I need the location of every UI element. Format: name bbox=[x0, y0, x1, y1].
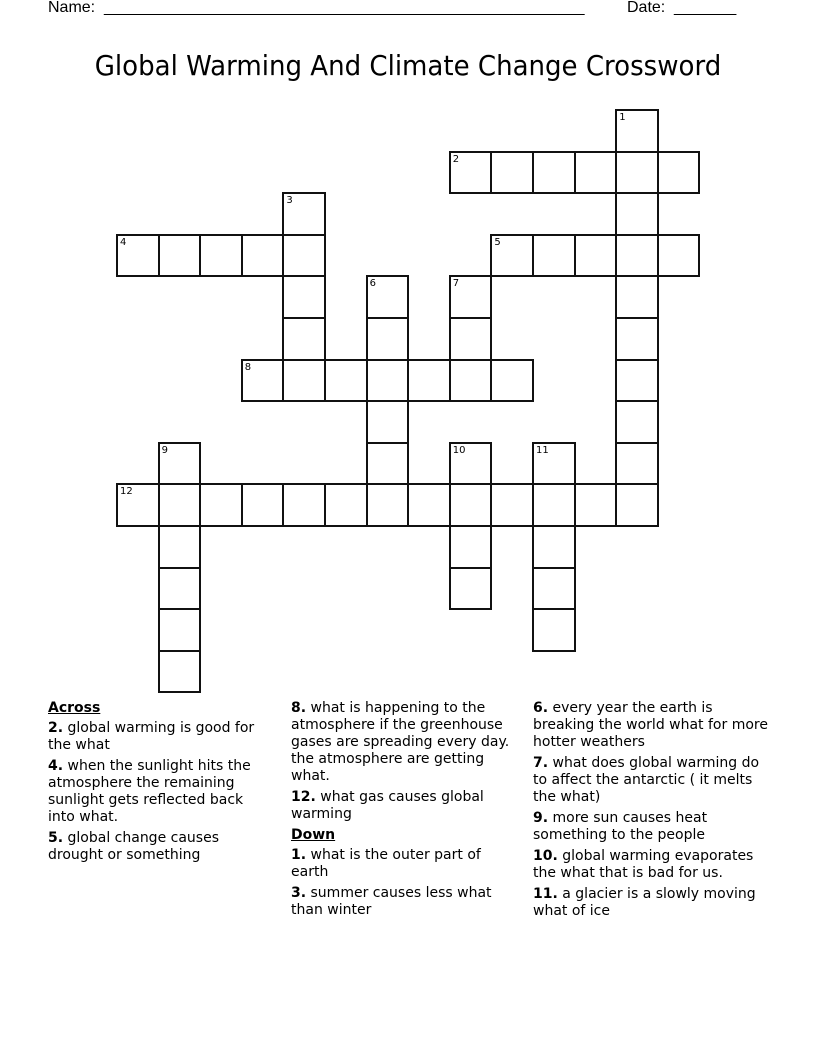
grid-cell[interactable] bbox=[532, 525, 576, 569]
grid-cell[interactable] bbox=[490, 234, 534, 278]
grid-cell[interactable] bbox=[532, 567, 576, 611]
name-field[interactable]: ______________________________________________________ bbox=[104, 0, 585, 16]
grid-cell[interactable] bbox=[366, 275, 410, 319]
grid-cell[interactable] bbox=[199, 483, 243, 527]
date-field[interactable]: _______ bbox=[674, 0, 737, 16]
grid-cell[interactable] bbox=[532, 483, 576, 527]
grid-cell[interactable] bbox=[615, 483, 659, 527]
grid-cell[interactable] bbox=[324, 359, 368, 403]
page-title: Global Warming And Climate Change Crossword bbox=[94, 49, 722, 82]
grid-cell[interactable] bbox=[407, 359, 451, 403]
clue-number: 10 bbox=[452, 444, 466, 456]
clue-across-5: 5. global change causes drought or something bbox=[48, 830, 219, 863]
grid-cell[interactable] bbox=[490, 359, 534, 403]
grid-cell[interactable] bbox=[282, 359, 326, 403]
clue-number: 2 bbox=[452, 153, 460, 165]
grid-cell[interactable] bbox=[615, 109, 659, 153]
grid-cell[interactable] bbox=[158, 483, 202, 527]
grid-cell[interactable] bbox=[490, 483, 534, 527]
grid-cell[interactable] bbox=[615, 151, 659, 195]
grid-cell[interactable] bbox=[366, 483, 410, 527]
clue-number: 8 bbox=[244, 361, 252, 373]
grid-cell[interactable] bbox=[158, 234, 202, 278]
grid-cell[interactable] bbox=[532, 608, 576, 652]
grid-cell[interactable] bbox=[282, 483, 326, 527]
grid-cell[interactable] bbox=[490, 151, 534, 195]
grid-cell[interactable] bbox=[574, 151, 618, 195]
grid-cell[interactable] bbox=[615, 359, 659, 403]
grid-cell[interactable] bbox=[449, 567, 493, 611]
grid-cell[interactable] bbox=[574, 483, 618, 527]
grid-cell[interactable] bbox=[282, 234, 326, 278]
grid-cell[interactable] bbox=[615, 275, 659, 319]
grid-cell[interactable] bbox=[449, 317, 493, 361]
clues-column-3 bbox=[533, 700, 773, 924]
clue-down-11: 11. a glacier is a slowly moving what of ice bbox=[533, 886, 756, 919]
clue-number: 3 bbox=[286, 195, 293, 207]
grid-cell[interactable] bbox=[158, 567, 202, 611]
clue-down-3: 3. summer causes less what than winter bbox=[291, 885, 492, 918]
crossword-grid bbox=[117, 110, 702, 695]
grid-cell[interactable] bbox=[241, 234, 285, 278]
grid-cell[interactable] bbox=[574, 234, 618, 278]
grid-cell[interactable] bbox=[449, 442, 493, 486]
clue-number: 9 bbox=[161, 444, 168, 456]
clue-down-10: 10. global warming evaporates the what that is bad for us. bbox=[533, 848, 754, 881]
grid-cell[interactable] bbox=[449, 483, 493, 527]
grid-cell[interactable] bbox=[532, 151, 576, 195]
grid-cell[interactable] bbox=[282, 192, 326, 236]
grid-cell[interactable] bbox=[282, 275, 326, 319]
clue-across-4: 4. when the sunlight hits the atmosphere the remaining sunlight gets reflected back into what. bbox=[48, 758, 251, 825]
header bbox=[48, 0, 768, 20]
grid-cell[interactable] bbox=[657, 234, 701, 278]
clue-across-12: 12. what gas causes global warming bbox=[291, 789, 484, 822]
grid-cell[interactable] bbox=[158, 525, 202, 569]
grid-cell[interactable] bbox=[532, 442, 576, 486]
clue-number: 4 bbox=[120, 236, 127, 248]
down-heading: Down bbox=[291, 827, 336, 843]
grid-cell[interactable] bbox=[657, 151, 701, 195]
clue-number: 11 bbox=[536, 444, 549, 456]
date-label: Date: bbox=[627, 0, 666, 16]
clue-number: 12 bbox=[120, 486, 133, 498]
clue-down-7: 7. what does global warming do to affect the antarctic ( it melts the what) bbox=[533, 755, 760, 805]
clue-across-8: 8. what is happening to the atmosphere if the greenhouse gases are spreading every day. the atmosphere are getting what. bbox=[291, 700, 510, 784]
grid-cell[interactable] bbox=[366, 317, 410, 361]
grid-cell[interactable] bbox=[449, 151, 493, 195]
clue-down-9: 9. more sun causes heat something to the people bbox=[533, 810, 708, 843]
grid-cell[interactable] bbox=[324, 483, 368, 527]
grid-cell[interactable] bbox=[241, 359, 285, 403]
clue-number: 5 bbox=[494, 236, 501, 248]
grid-cell[interactable] bbox=[615, 442, 659, 486]
grid-cell[interactable] bbox=[532, 234, 576, 278]
grid-cell[interactable] bbox=[449, 359, 493, 403]
grid-cell[interactable] bbox=[449, 275, 493, 319]
grid-cell[interactable] bbox=[615, 400, 659, 444]
grid-cell[interactable] bbox=[366, 442, 410, 486]
grid-cell[interactable] bbox=[199, 234, 243, 278]
clue-down-1: 1. what is the outer part of earth bbox=[291, 847, 481, 880]
clue-down-6: 6. every year the earth is breaking the world what for more hotter weathers bbox=[533, 700, 768, 750]
grid-cell[interactable] bbox=[158, 608, 202, 652]
clues-column-2 bbox=[291, 700, 521, 923]
clues-column-1 bbox=[48, 700, 273, 868]
grid-cell[interactable] bbox=[615, 234, 659, 278]
clue-number: 6 bbox=[369, 278, 376, 290]
clue-number: 1 bbox=[619, 112, 626, 123]
grid-cell[interactable] bbox=[366, 359, 410, 403]
grid-cell[interactable] bbox=[241, 483, 285, 527]
clue-number: 7 bbox=[452, 278, 460, 290]
grid-cell[interactable] bbox=[615, 192, 659, 236]
grid-cell[interactable] bbox=[116, 483, 160, 527]
grid-cell[interactable] bbox=[282, 317, 326, 361]
grid-cell[interactable] bbox=[615, 317, 659, 361]
grid-cell[interactable] bbox=[158, 442, 202, 486]
grid-cell[interactable] bbox=[449, 525, 493, 569]
grid-cell[interactable] bbox=[366, 400, 410, 444]
across-heading: Across bbox=[48, 700, 101, 716]
grid-cell[interactable] bbox=[158, 650, 202, 694]
clue-across-2: 2. global warming is good for the what bbox=[48, 720, 255, 753]
name-label: Name: bbox=[48, 0, 96, 16]
grid-cell[interactable] bbox=[407, 483, 451, 527]
grid-cell[interactable] bbox=[116, 234, 160, 278]
